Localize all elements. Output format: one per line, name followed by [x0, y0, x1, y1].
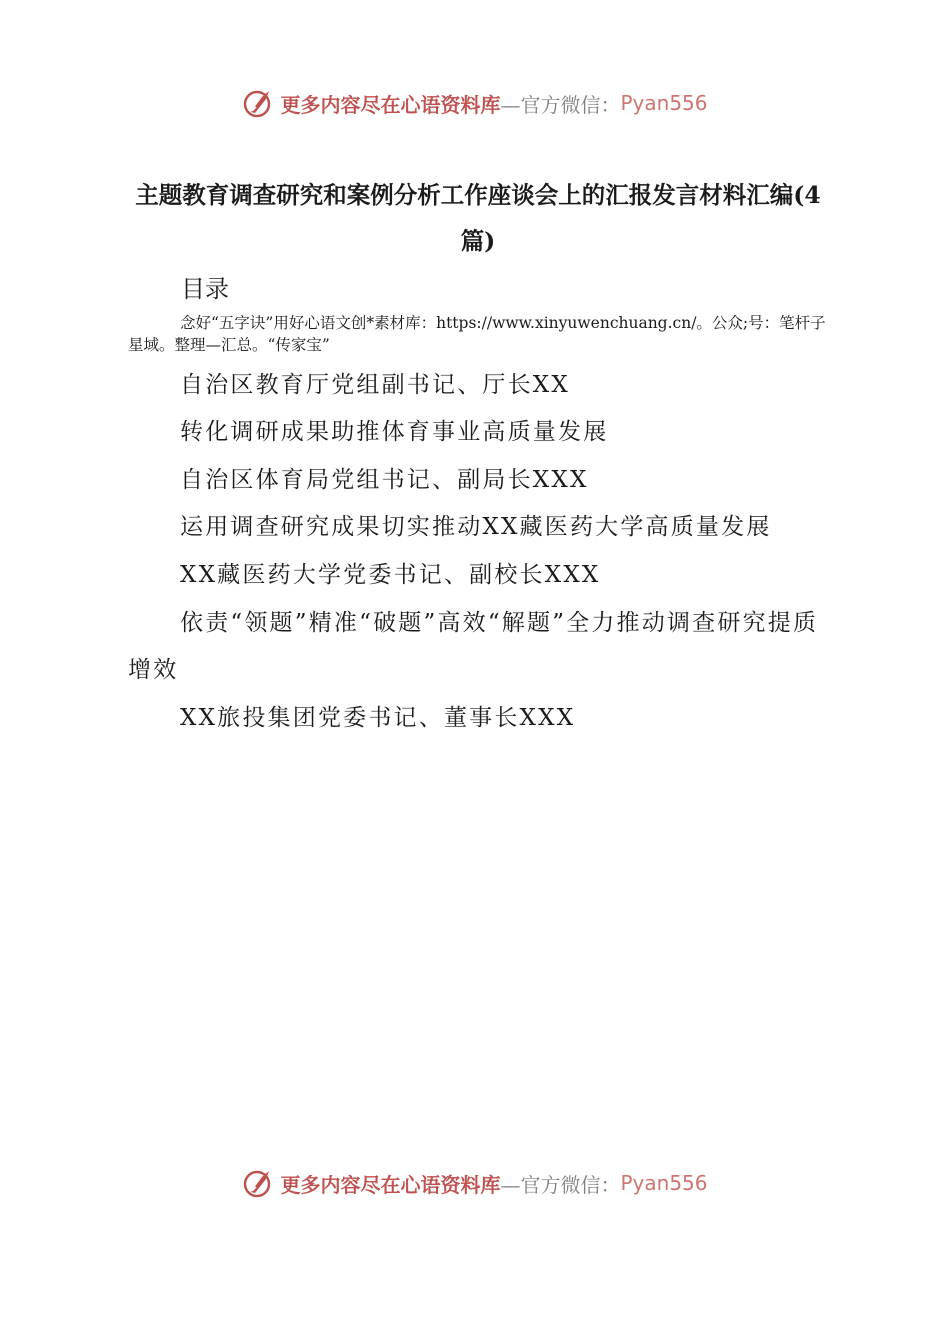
toc-entry: XX藏医药大学党委书记、副校长XXX	[180, 562, 601, 588]
banner-wechat-id: Pyan556	[620, 91, 708, 115]
banner-main-text: 更多内容尽在心语资料库	[280, 92, 501, 117]
pen-nib-logo-icon	[242, 86, 276, 120]
banner-sub-text: —官方微信：	[500, 92, 621, 117]
header-banner	[0, 83, 950, 123]
toc-entry: XX旅投集团党委书记、董事长XXX	[180, 705, 576, 731]
document-title: 主题教育调查研究和案例分析工作座谈会上的汇报发言材料汇编(4篇)	[135, 181, 821, 255]
pen-nib-logo-icon	[242, 1166, 276, 1200]
toc-entry: 自治区教育厅党组副书记、厅长XX	[180, 372, 570, 398]
toc-entry: 依责“领题”精准“破题”高效“解题”全力推动调查研究提质增效	[128, 610, 819, 683]
toc-entry: 自治区体育局党组书记、副局长XXX	[180, 467, 589, 493]
footer-banner	[0, 1163, 950, 1203]
toc-entry: 运用调查研究成果切实推动XX藏医药大学高质量发展	[180, 514, 772, 540]
banner-wechat-id: Pyan556	[620, 1171, 708, 1195]
toc-heading: 目录	[181, 275, 229, 303]
banner-sub-text: —官方微信：	[500, 1172, 621, 1197]
source-note: 念好“五字诀”用好心语文创*素材库：https://www.xinyuwenchuang.cn/。公众;号：笔杆子星域。整理—汇总。“传家宝”	[128, 314, 826, 354]
toc-entry: 转化调研成果助推体育事业高质量发展	[180, 419, 609, 445]
banner-main-text: 更多内容尽在心语资料库	[280, 1172, 501, 1197]
